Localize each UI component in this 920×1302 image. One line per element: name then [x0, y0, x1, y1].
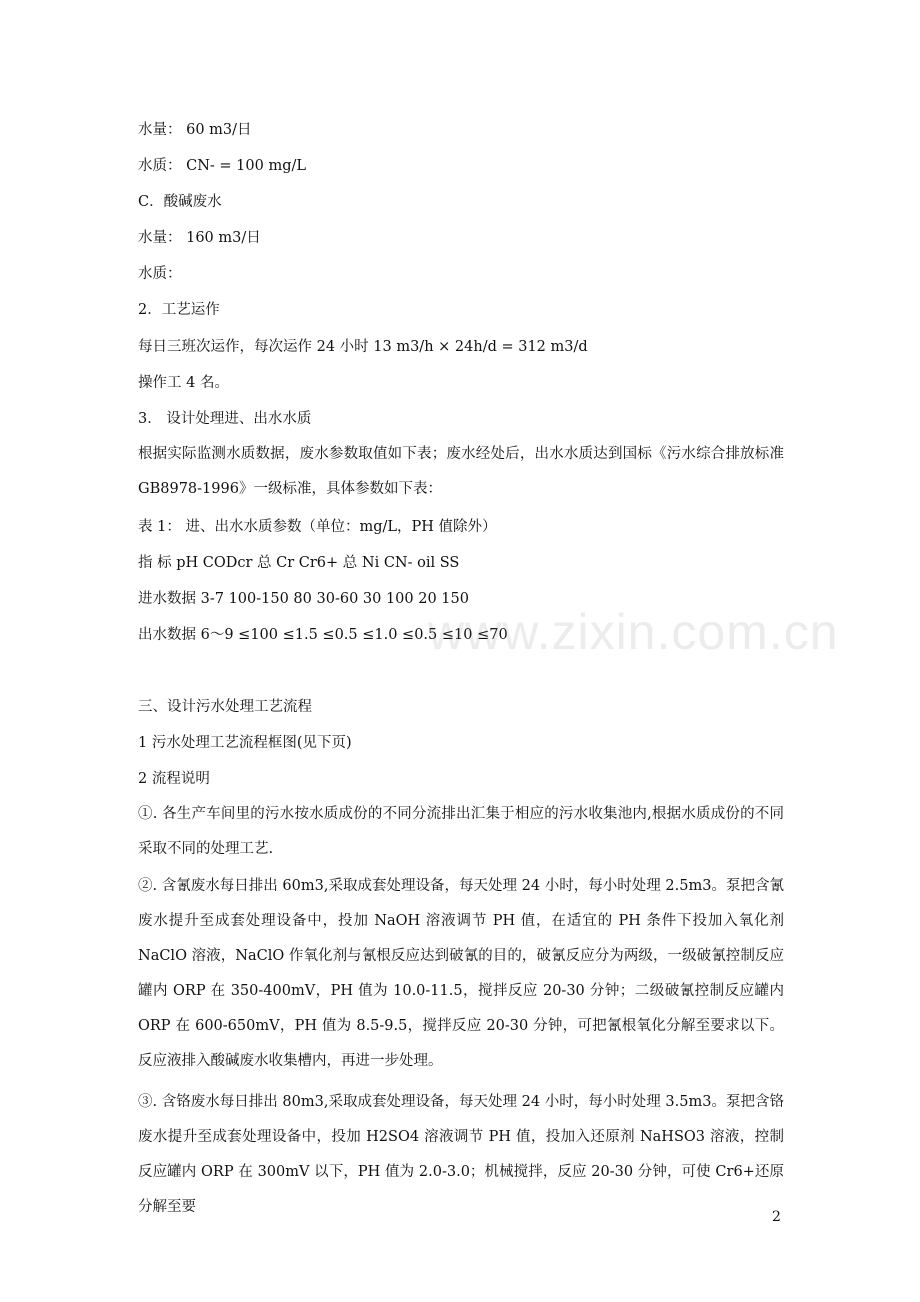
standard-paragraph: 根据实际监测水质数据，废水参数取值如下表；废水经处后，出水水质达到国标《污水综合排放标准 GB8978-1996》一级标准，具体参数如下表： [138, 446, 784, 497]
water-quality-line: 水质： CN- = 100 mg/L [138, 158, 306, 174]
operation-schedule-line: 每日三班次运作，每次运作 24 小时 13 m3/h × 24h/d = 312 m3/d [138, 339, 588, 355]
watermark: www.zixin.com.cn [428, 604, 839, 660]
table-header-row: 指 标 pH CODcr 总 Cr Cr6+ 总 Ni CN- oil SS [138, 555, 460, 571]
table-outflow-row: 出水数据 6～9 ≤100 ≤1.5 ≤0.5 ≤1.0 ≤0.5 ≤10 ≤70 [138, 627, 508, 643]
chapter-3-heading: 三、设计污水处理工艺流程 [138, 699, 312, 715]
process-description-heading: 2 流程说明 [138, 771, 210, 787]
section-c-heading: C．酸碱废水 [138, 194, 222, 210]
table-inflow-row: 进水数据 3-7 100-150 80 30-60 30 100 20 150 [138, 591, 469, 607]
acid-water-quality-line: 水质： [138, 266, 182, 282]
paragraph-2-cyanide: ②. 含氰废水每日排出 60m3,采取成套处理设备，每天处理 24 小时，每小时处理 2.5m3。泵把含氰废水提升至成套处理设备中，投加 NaOH 溶液调节 PH 值，在适宜的 PH 条件下投加入氧化剂 NaClO 溶液，NaClO 作氧化剂与氰根反应达到破氰的目的，破氰反应分为两级，一级破氰控制反应罐内 ORP 在 350-400mV，PH 值为 10.0-11.5，搅拌反应 20-30 分钟；二级破氰控制反应罐内 ORP 在 600-650mV，PH 值为 8.5-9.5，搅拌反应 20-30 分钟，可把氰根氧化分解至要求以下。反应液排入酸碱废水收集槽内，再进一步处理。 [138, 878, 784, 1069]
paragraph-1: ①. 各生产车间里的污水按水质成份的不同分流排出汇集于相应的污水收集池内,根据水质成份的不同采取不同的处理工艺. [138, 806, 784, 857]
table-caption: 表 1： 进、出水水质参数（单位：mg/L，PH 值除外） [138, 519, 497, 535]
flowchart-ref-line: 1 污水处理工艺流程框图(见下页) [138, 735, 352, 751]
operators-line: 操作工 4 名。 [138, 375, 229, 391]
section-2-heading: 2．工艺运作 [138, 302, 220, 318]
page-number: 2 [772, 1209, 781, 1225]
acid-water-volume-line: 水量： 160 m3/日 [138, 230, 261, 246]
water-volume-line: 水量： 60 m3/日 [138, 122, 252, 138]
section-3-heading: 3． 设计处理进、出水水质 [138, 411, 312, 427]
paragraph-3-chromium: ③. 含铬废水每日排出 80m3,采取成套处理设备，每天处理 24 小时，每小时处理 3.5m3。泵把含铬废水提升至成套处理设备中，投加 H2SO4 溶液调节 PH 值，投加入还原剂 NaHSO3 溶液，控制反应罐内 ORP 在 300mV 以下，PH 值为 2.0-3.0；机械搅拌，反应 20-30 分钟，可使 Cr6+还原分解至要 [138, 1094, 784, 1215]
